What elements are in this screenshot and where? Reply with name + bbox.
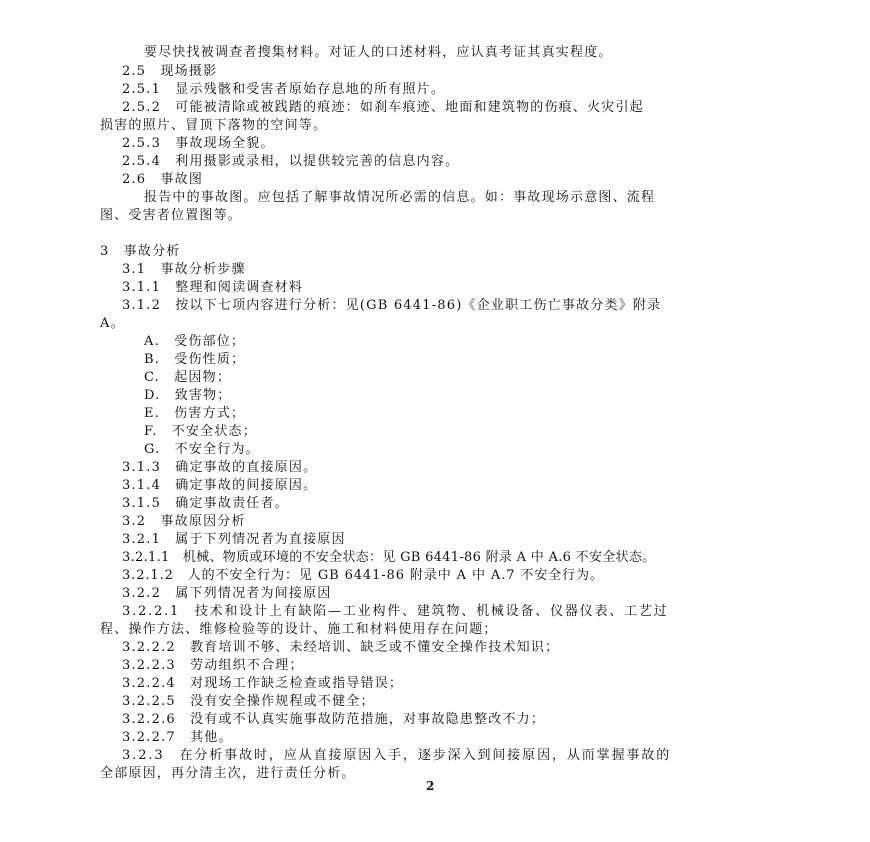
section-heading: 3.2 事故原因分析 [122, 514, 246, 529]
text-line: 程、操作方法、维修检验等的设计、施工和材料使用存在问题； [100, 622, 498, 637]
text-line: 2.5.2 可能被清除或被践踏的痕迹：如刹车痕迹、地面和建筑物的伤痕、火灾引起 [122, 100, 644, 115]
text-line: 3.2.1 属于下列情况者为直接原因 [122, 532, 346, 547]
text-line: A。 [100, 316, 125, 331]
list-item: B. 受伤性质； [144, 352, 246, 367]
text-line: 图、受害者位置图等。 [100, 208, 243, 223]
text-line: 3.1.5 确定事故责任者。 [122, 496, 289, 511]
list-item: A. 受伤部位； [144, 334, 246, 349]
text-line: 3.2.1.1 机械、物质或环境的不安全状态：见 GB 6441-86 附录 A 中 A.6 不安全状态。 [122, 550, 656, 565]
list-item: G. 不安全行为。 [144, 442, 260, 457]
chapter-heading: 3 事故分析 [100, 244, 181, 259]
text-line: 2.5.1 显示残骸和受害者原始存息地的所有照片。 [122, 82, 446, 97]
text-line: 3.1.4 确定事故的间接原因。 [122, 478, 318, 493]
text-line: 3.1.2 按以下七项内容进行分析：见(GB 6441-86)《企业职工伤亡事故分类》附录 [122, 298, 662, 313]
text-line: 要尽快找被调查者搜集材料。对证人的口述材料，应认真考证其真实程度。 [144, 45, 613, 60]
text-line: 3.1.3 确定事故的直接原因。 [122, 460, 318, 475]
text-line: 3.2.2.6 没有或不认真实施事故防范措施，对事故隐患整改不力； [122, 712, 546, 727]
list-item: D. 致害物； [144, 388, 232, 403]
text-line: 2.5.3 事故现场全貌。 [122, 136, 275, 151]
text-line: 3.2.2.3 劳动组织不合理； [122, 658, 304, 673]
text-line: 3.2.2.2 教育培训不够、未经培训、缺乏或不懂安全操作技术知识； [122, 640, 560, 655]
text-line: 3.2.2 属下列情况者为间接原因 [122, 586, 332, 601]
text-line: 3.2.2.5 没有安全操作规程或不健全； [122, 694, 375, 709]
list-item: C. 起因物； [144, 370, 232, 385]
text-line: 全部原因，再分清主次，进行责任分析。 [100, 766, 356, 781]
list-item: F. 不安全状态； [144, 424, 257, 439]
text-line: 3.2.3 在分析事故时，应从直接原因入手，逐步深入到间接原因，从而掌握事故的 [122, 748, 672, 763]
text-line: 3.1.1 整理和阅读调查材料 [122, 280, 304, 295]
page-number: 2 [426, 779, 435, 793]
text-line: 3.2.1.2 人的不安全行为：见 GB 6441-86 附录中 A 中 A.7 不安全行为。 [122, 568, 604, 583]
section-heading: 2.5 现场摄影 [122, 64, 218, 79]
section-heading: 3.1 事故分析步骤 [122, 262, 246, 277]
text-line: 损害的照片、冒顶下落物的空间等。 [100, 118, 328, 133]
text-line: 3.2.2.1 技术和设计上有缺陷—工业构件、建筑物、机械设备、仪器仪表、工艺过 [122, 604, 669, 619]
list-item: E. 伤害方式； [144, 406, 246, 421]
text-line: 3.2.2.4 对现场工作缺乏检查或指导错误； [122, 676, 404, 691]
section-heading: 2.6 事故图 [122, 172, 204, 187]
text-line: 3.2.2.7 其他。 [122, 730, 233, 745]
text-line: 报告中的事故图。应包括了解事故情况所必需的信息。如：事故现场示意图、流程 [144, 190, 656, 205]
text-line: 2.5.4 利用摄影或录相，以提供较完善的信息内容。 [122, 154, 460, 169]
